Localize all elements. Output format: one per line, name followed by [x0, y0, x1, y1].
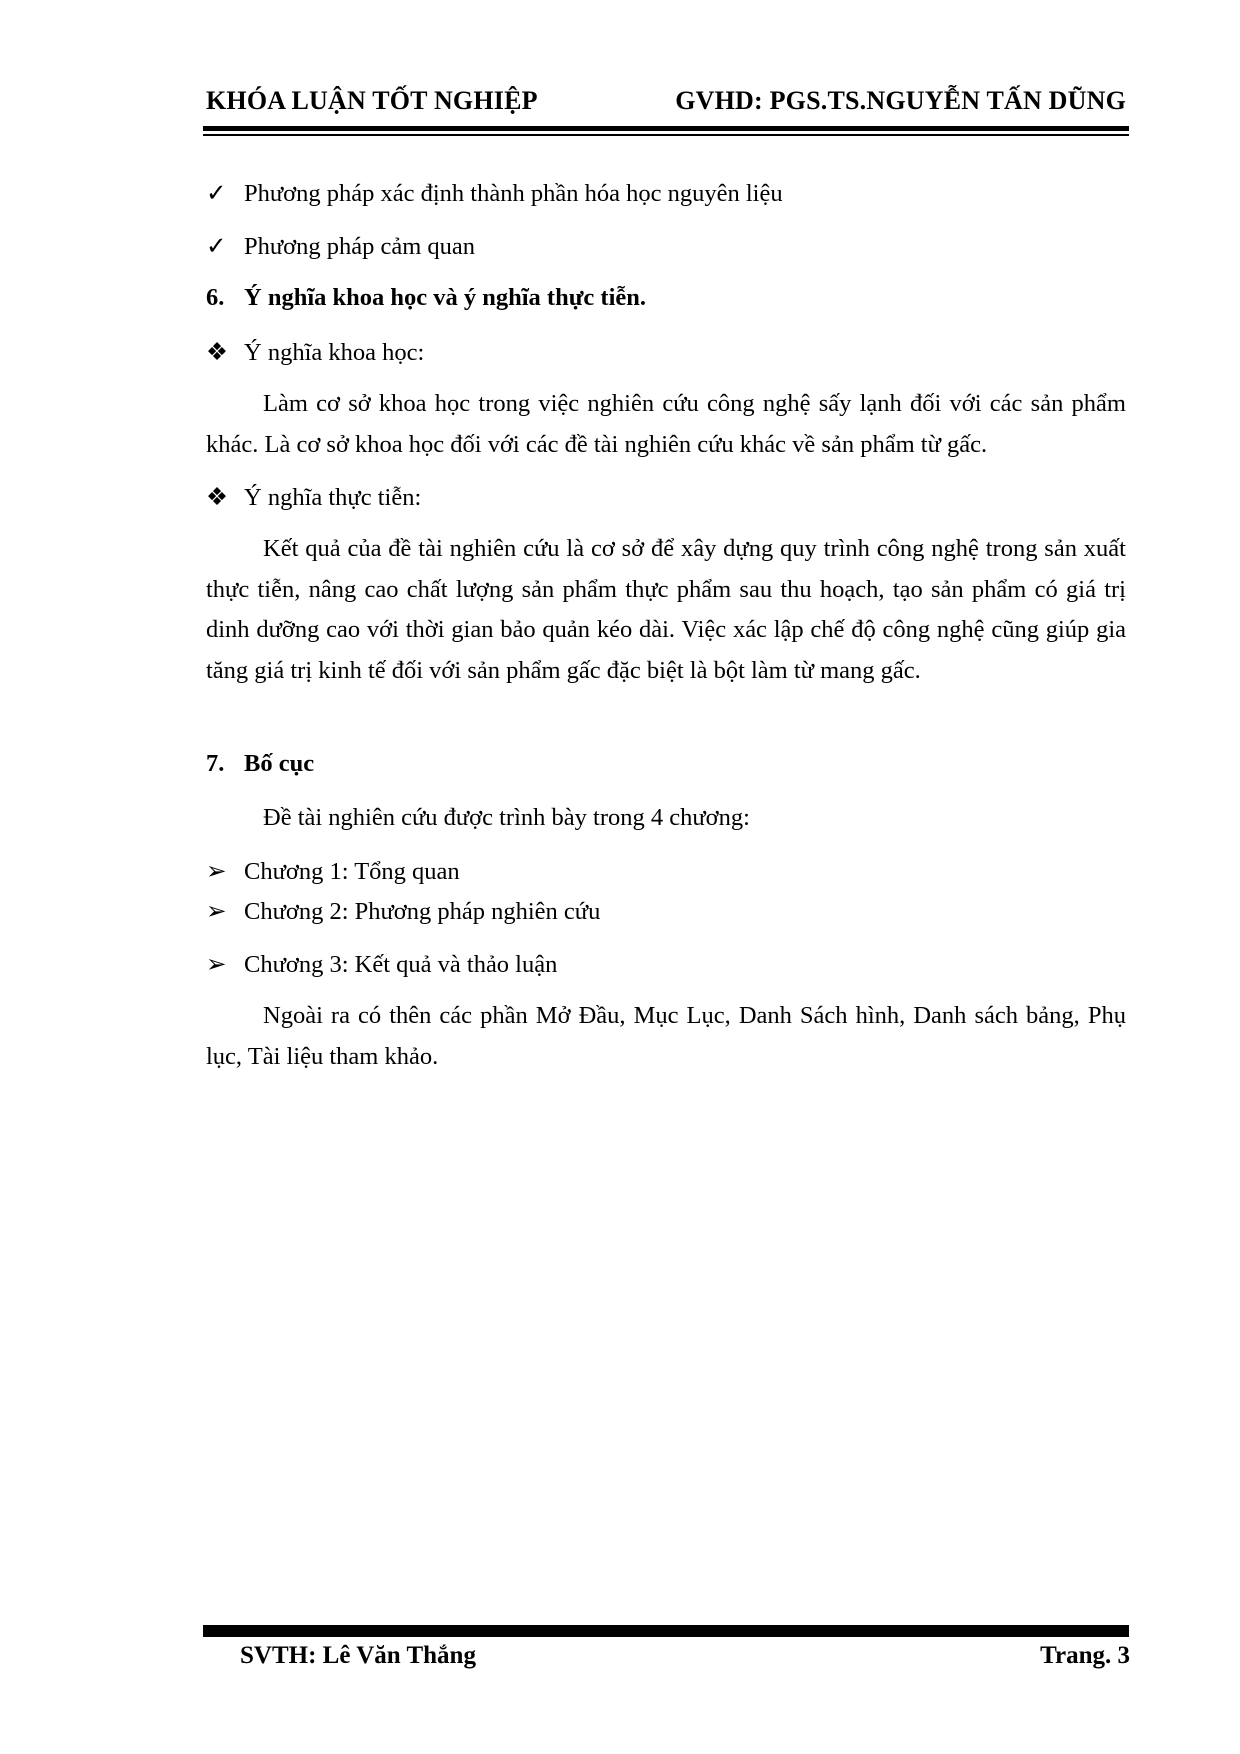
section-heading [206, 284, 646, 312]
method-text: Phương pháp cảm quan [244, 233, 476, 260]
footer-divider [203, 1625, 1129, 1637]
chapter-text: Chương 3: Kết quả và thảo luận [244, 951, 558, 978]
science-label: Ý nghĩa khoa học: [244, 339, 425, 366]
arrow-bullet-icon: ➢ [206, 898, 227, 925]
list-item [206, 856, 460, 886]
arrow-bullet-icon: ➢ [206, 858, 227, 885]
section-number: 7. [206, 750, 225, 777]
chapter-text: Chương 2: Phương pháp nghiên cứu [244, 898, 601, 925]
page-number: Trang. 3 [1040, 1642, 1130, 1669]
subsection-label [206, 482, 421, 512]
header-divider [203, 126, 1129, 131]
practice-label: Ý nghĩa thực tiễn: [244, 484, 422, 511]
student-name: SVTH: Lê Văn Thắng [240, 1642, 476, 1669]
advisor-name: GVHD: PGS.TS.NGUYỄN TẤN DŨNG [675, 86, 1126, 115]
science-paragraph: Làm cơ sở khoa học trong việc nghiên cứu công nghệ sấy lạnh đối với các sản phẩm khác. Là cơ sở khoa học đối với các đề tài nghiên cứu khác về sản phẩm từ gấc. [206, 390, 1126, 458]
section-title: Bố cục [244, 750, 315, 777]
chapter-text: Chương 1: Tổng quan [244, 858, 460, 885]
diamond-bullet-icon: ❖ [206, 484, 228, 511]
diamond-bullet-icon: ❖ [206, 339, 228, 366]
list-item [206, 949, 557, 979]
check-icon: ✓ [206, 233, 227, 260]
arrow-bullet-icon: ➢ [206, 951, 227, 978]
closing-paragraph: Ngoài ra có thên các phần Mở Đầu, Mục Lục, Danh Sách hình, Danh sách bảng, Phụ lục, Tài liệu tham khảo. [206, 1002, 1126, 1070]
section-title: Ý nghĩa khoa học và ý nghĩa thực tiễn. [244, 284, 647, 311]
list-item [206, 896, 600, 926]
thesis-title: KHÓA LUẬN TỐT NGHIỆP [206, 86, 538, 115]
subsection-label [206, 337, 424, 367]
page-header [206, 86, 1126, 126]
list-item [206, 231, 475, 261]
list-item [206, 178, 783, 208]
section-heading [206, 750, 314, 778]
practice-paragraph: Kết quả của đề tài nghiên cứu là cơ sở để xây dựng quy trình công nghệ trong sản xuất thực tiễn, nâng cao chất lượng sản phẩm thực phẩm sau thu hoạch, tạo sản phẩm có giá trị dinh dưỡng cao với thời gian bảo quản kéo dài. Việc xác lập chế độ công nghệ cũng giúp gia tăng giá trị kinh tế đối với sản phẩm gấc đặc biệt là bột làm từ mang gấc. [206, 535, 1126, 684]
chapters-intro: Đề tài nghiên cứu được trình bày trong 4 chương: [263, 804, 750, 831]
header-divider-thin [203, 134, 1129, 136]
check-icon: ✓ [206, 180, 227, 207]
method-text: Phương pháp xác định thành phần hóa học nguyên liệu [244, 180, 783, 207]
section-number: 6. [206, 284, 225, 311]
